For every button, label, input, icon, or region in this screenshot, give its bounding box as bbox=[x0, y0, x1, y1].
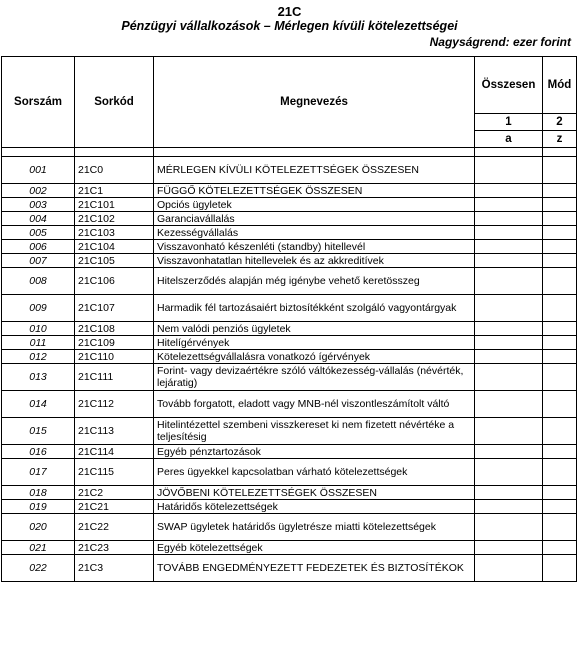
megnevezes-cell: Visszavonhatatlan hitellevelek és az akkreditívek bbox=[154, 254, 475, 268]
sorszam-cell: 017 bbox=[2, 459, 75, 486]
sorkod-cell: 21C0 bbox=[75, 157, 154, 184]
table-body bbox=[2, 157, 577, 582]
osszesen-value-cell bbox=[475, 459, 543, 486]
mod-value-cell bbox=[543, 336, 577, 350]
megnevezes-cell: Opciós ügyletek bbox=[154, 198, 475, 212]
table-row bbox=[2, 445, 577, 459]
sorkod-cell: 21C112 bbox=[75, 391, 154, 418]
sorkod-cell: 21C2 bbox=[75, 486, 154, 500]
sorkod-cell: 21C101 bbox=[75, 198, 154, 212]
osszesen-value-cell bbox=[475, 445, 543, 459]
table-row bbox=[2, 184, 577, 198]
megnevezes-cell: Harmadik fél tartozásaiért biztosítékként szolgáló vagyontárgyak bbox=[154, 295, 475, 322]
table-row bbox=[2, 336, 577, 350]
megnevezes-cell: Kezességvállalás bbox=[154, 226, 475, 240]
table-row bbox=[2, 322, 577, 336]
table-row bbox=[2, 391, 577, 418]
megnevezes-cell: FÜGGŐ KÖTELEZETTSÉGEK ÖSSZESEN bbox=[154, 184, 475, 198]
sorkod-cell: 21C110 bbox=[75, 350, 154, 364]
megnevezes-cell: Hitelígérvények bbox=[154, 336, 475, 350]
sorszam-cell: 007 bbox=[2, 254, 75, 268]
sorszam-cell: 015 bbox=[2, 418, 75, 445]
separator-row bbox=[2, 148, 577, 157]
sorszam-cell: 011 bbox=[2, 336, 75, 350]
sorkod-cell: 21C104 bbox=[75, 240, 154, 254]
megnevezes-cell: MÉRLEGEN KÍVÜLI KÖTELEZETTSÉGEK ÖSSZESEN bbox=[154, 157, 475, 184]
mod-value-cell bbox=[543, 555, 577, 582]
mod-value-cell bbox=[543, 295, 577, 322]
megnevezes-cell: Garanciavállalás bbox=[154, 212, 475, 226]
sorkod-cell: 21C113 bbox=[75, 418, 154, 445]
osszesen-value-cell bbox=[475, 555, 543, 582]
mod-value-cell bbox=[543, 157, 577, 184]
megnevezes-cell: Visszavonható készenléti (standby) hitellevél bbox=[154, 240, 475, 254]
table-row bbox=[2, 514, 577, 541]
table-row bbox=[2, 541, 577, 555]
megnevezes-cell: Határidős kötelezettségek bbox=[154, 500, 475, 514]
sorkod-cell: 21C105 bbox=[75, 254, 154, 268]
osszesen-value-cell bbox=[475, 254, 543, 268]
sorkod-cell: 21C103 bbox=[75, 226, 154, 240]
table-row bbox=[2, 364, 577, 391]
osszesen-value-cell bbox=[475, 295, 543, 322]
sorszam-cell: 020 bbox=[2, 514, 75, 541]
mod-value-cell bbox=[543, 184, 577, 198]
osszesen-value-cell bbox=[475, 157, 543, 184]
sorszam-cell: 019 bbox=[2, 500, 75, 514]
table-row bbox=[2, 198, 577, 212]
osszesen-value-cell bbox=[475, 198, 543, 212]
table-row bbox=[2, 500, 577, 514]
mod-value-cell bbox=[543, 268, 577, 295]
mod-value-cell bbox=[543, 212, 577, 226]
megnevezes-cell: Hitelszerződés alapján még igénybe vehető keretösszeg bbox=[154, 268, 475, 295]
sorszam-cell: 010 bbox=[2, 322, 75, 336]
mod-value-cell bbox=[543, 459, 577, 486]
table-row bbox=[2, 555, 577, 582]
osszesen-value-cell bbox=[475, 240, 543, 254]
sorszam-cell: 012 bbox=[2, 350, 75, 364]
megnevezes-cell: JÖVŐBENI KÖTELEZETTSÉGEK ÖSSZESEN bbox=[154, 486, 475, 500]
osszesen-value-cell bbox=[475, 486, 543, 500]
table-row bbox=[2, 212, 577, 226]
sorszam-cell: 005 bbox=[2, 226, 75, 240]
header-sorszam: Sorszám bbox=[2, 57, 75, 148]
mod-value-cell bbox=[543, 350, 577, 364]
sorszam-cell: 001 bbox=[2, 157, 75, 184]
osszesen-value-cell bbox=[475, 184, 543, 198]
megnevezes-cell: Peres ügyekkel kapcsolatban várható kötelezettségek bbox=[154, 459, 475, 486]
sorszam-cell: 013 bbox=[2, 364, 75, 391]
osszesen-value-cell bbox=[475, 268, 543, 295]
mod-value-cell bbox=[543, 541, 577, 555]
header-col-number-2: 2 bbox=[543, 114, 577, 131]
sorszam-cell: 006 bbox=[2, 240, 75, 254]
osszesen-value-cell bbox=[475, 500, 543, 514]
megnevezes-cell: SWAP ügyletek határidős ügyletrésze miatti kötelezettségek bbox=[154, 514, 475, 541]
table-row bbox=[2, 459, 577, 486]
osszesen-value-cell bbox=[475, 418, 543, 445]
header-mod: Mód bbox=[543, 57, 577, 114]
osszesen-value-cell bbox=[475, 226, 543, 240]
table-row bbox=[2, 268, 577, 295]
sorszam-cell: 016 bbox=[2, 445, 75, 459]
sorkod-cell: 21C108 bbox=[75, 322, 154, 336]
sorkod-cell: 21C3 bbox=[75, 555, 154, 582]
mod-value-cell bbox=[543, 364, 577, 391]
page-title: Pénzügyi vállalkozások – Mérlegen kívüli kötelezettségei bbox=[121, 19, 458, 33]
megnevezes-cell: Egyéb pénztartozások bbox=[154, 445, 475, 459]
unit-label: Nagyságrend: ezer forint bbox=[429, 35, 571, 49]
header-sorkod: Sorkód bbox=[75, 57, 154, 148]
sorkod-cell: 21C114 bbox=[75, 445, 154, 459]
table-row bbox=[2, 350, 577, 364]
mod-value-cell bbox=[543, 391, 577, 418]
sorkod-cell: 21C102 bbox=[75, 212, 154, 226]
sorkod-cell: 21C111 bbox=[75, 364, 154, 391]
mod-value-cell bbox=[543, 226, 577, 240]
osszesen-value-cell bbox=[475, 514, 543, 541]
header-col-letter-z: z bbox=[543, 131, 577, 148]
mod-value-cell bbox=[543, 198, 577, 212]
table-row bbox=[2, 157, 577, 184]
megnevezes-cell: Tovább forgatott, eladott vagy MNB-nél viszontleszámítolt váltó bbox=[154, 391, 475, 418]
sorszam-cell: 018 bbox=[2, 486, 75, 500]
osszesen-value-cell bbox=[475, 336, 543, 350]
header-col-letter-a: a bbox=[475, 131, 543, 148]
mod-value-cell bbox=[543, 445, 577, 459]
sorszam-cell: 003 bbox=[2, 198, 75, 212]
sorkod-cell: 21C109 bbox=[75, 336, 154, 350]
sorkod-cell: 21C106 bbox=[75, 268, 154, 295]
mod-value-cell bbox=[543, 514, 577, 541]
table-row bbox=[2, 486, 577, 500]
sorkod-cell: 21C22 bbox=[75, 514, 154, 541]
header-col-number-1: 1 bbox=[475, 114, 543, 131]
table-row bbox=[2, 254, 577, 268]
sorszam-cell: 002 bbox=[2, 184, 75, 198]
table-row bbox=[2, 240, 577, 254]
sorkod-cell: 21C107 bbox=[75, 295, 154, 322]
osszesen-value-cell bbox=[475, 391, 543, 418]
megnevezes-cell: Kötelezettségvállalásra vonatkozó ígérvények bbox=[154, 350, 475, 364]
mod-value-cell bbox=[543, 486, 577, 500]
megnevezes-cell: Forint- vagy devizaértékre szóló váltókezesség-vállalás (névérték, lejáratig) bbox=[154, 364, 475, 391]
mod-value-cell bbox=[543, 322, 577, 336]
sorszam-cell: 004 bbox=[2, 212, 75, 226]
osszesen-value-cell bbox=[475, 350, 543, 364]
mod-value-cell bbox=[543, 240, 577, 254]
sorkod-cell: 21C21 bbox=[75, 500, 154, 514]
header-megnevezes: Megnevezés bbox=[154, 57, 475, 148]
sorkod-cell: 21C115 bbox=[75, 459, 154, 486]
megnevezes-cell: TOVÁBB ENGEDMÉNYEZETT FEDEZETEK ÉS BIZTOSÍTÉKOK bbox=[154, 555, 475, 582]
sorkod-cell: 21C1 bbox=[75, 184, 154, 198]
sorszam-cell: 014 bbox=[2, 391, 75, 418]
table-row bbox=[2, 295, 577, 322]
mod-value-cell bbox=[543, 500, 577, 514]
sorkod-cell: 21C23 bbox=[75, 541, 154, 555]
table-row bbox=[2, 418, 577, 445]
megnevezes-cell: Hitelintézettel szembeni visszkereset ki nem fizetett névértéke a teljesítésig bbox=[154, 418, 475, 445]
osszesen-value-cell bbox=[475, 364, 543, 391]
table-row bbox=[2, 226, 577, 240]
megnevezes-cell: Egyéb kötelezettségek bbox=[154, 541, 475, 555]
header-osszesen: Összesen bbox=[475, 57, 543, 114]
sorszam-cell: 009 bbox=[2, 295, 75, 322]
sorszam-cell: 021 bbox=[2, 541, 75, 555]
sorszam-cell: 008 bbox=[2, 268, 75, 295]
megnevezes-cell: Nem valódi penziós ügyletek bbox=[154, 322, 475, 336]
osszesen-value-cell bbox=[475, 212, 543, 226]
sorszam-cell: 022 bbox=[2, 555, 75, 582]
report-table bbox=[1, 56, 577, 582]
mod-value-cell bbox=[543, 254, 577, 268]
mod-value-cell bbox=[543, 418, 577, 445]
osszesen-value-cell bbox=[475, 541, 543, 555]
table-code: 21C bbox=[277, 4, 302, 19]
osszesen-value-cell bbox=[475, 322, 543, 336]
